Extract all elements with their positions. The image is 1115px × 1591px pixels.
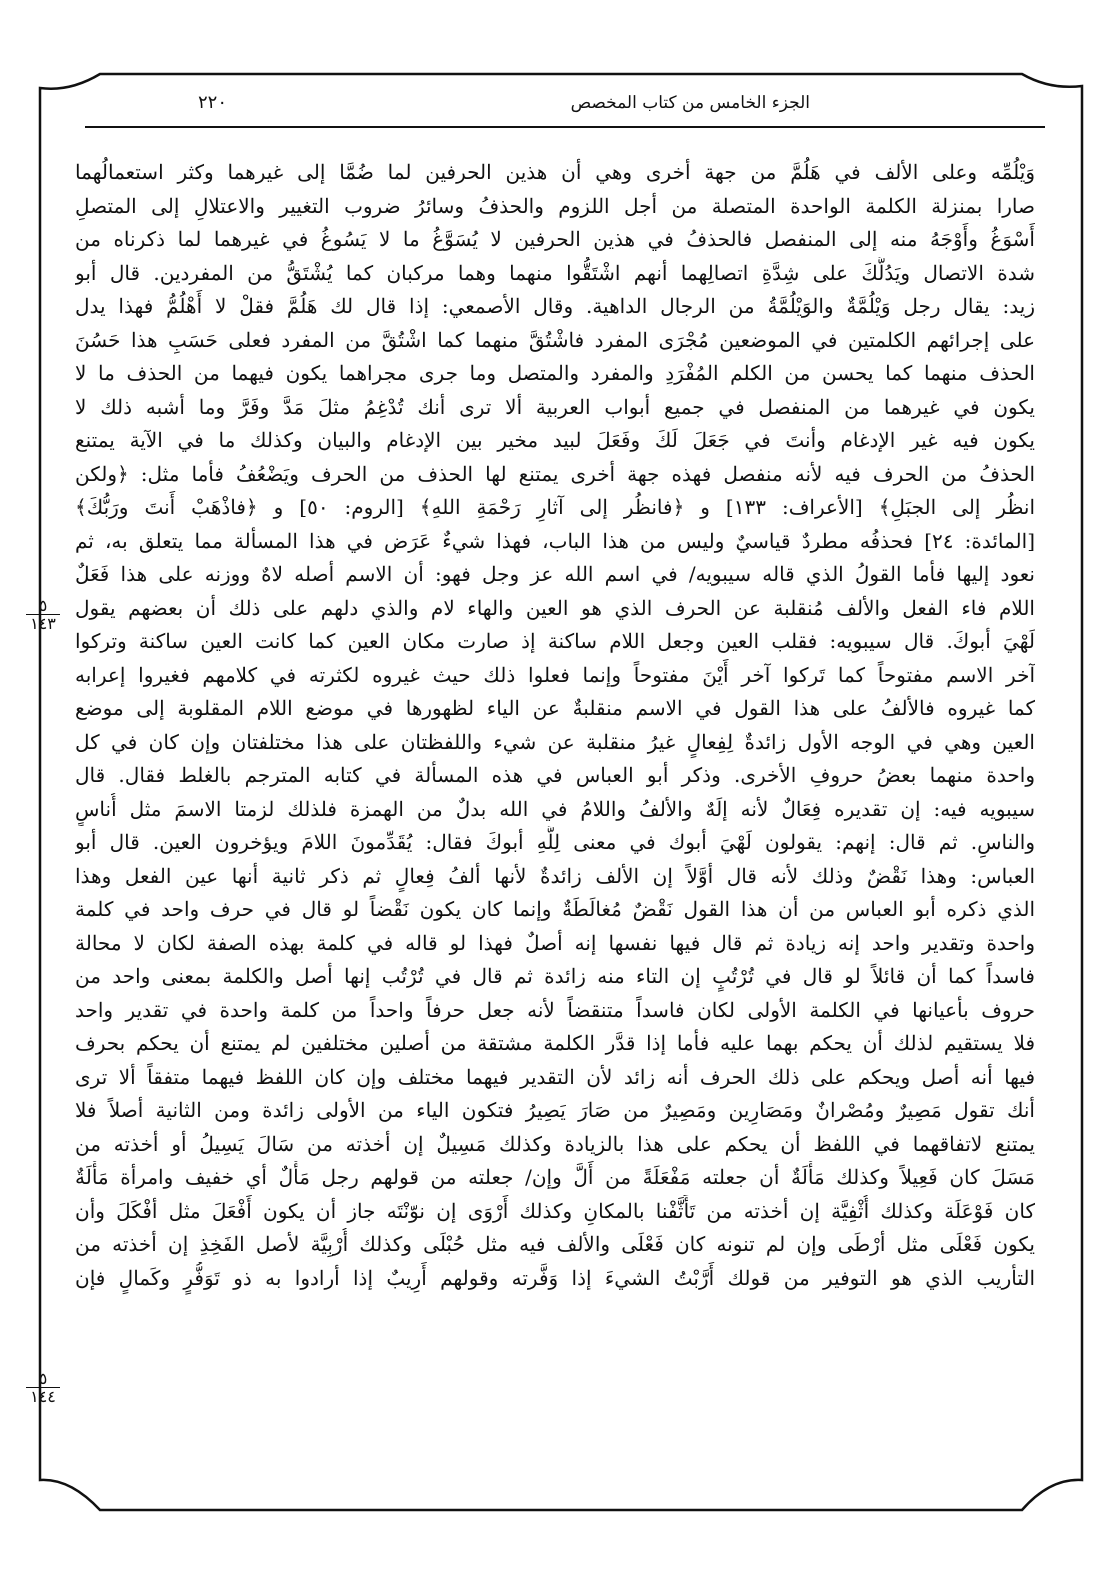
text-line: فاسداً كما أن قائلاً لو قال في تُرْتُبٍ إن التاء منه زائدة ثم قال في تُرْتُب إنها أصل والكلمة بمعنى واحد من (75, 964, 1035, 988)
text-line: أنك تقول مَصِيرٌ ومُصْرانٌ ومَصَارِين ومَصِيرٌ من صَارَ يَصِيرُ فتكون الياء من الأولى زائدة ومن الثانية أصلاً فلا (75, 1098, 1035, 1122)
text-line: مَسَلَ كان فَعِيلاً وكذلك مَأْلَةٌ أن جعلته مَفْعَلَةً من أَلَّ وإن/ جعلته من قولهم رجل مَأْلٌ أي خفيف وامرأة مَأْلَةٌ (75, 1165, 1035, 1189)
margin-note-2-top: ٥ (26, 1370, 60, 1388)
text-line: كان فَوْعَلَة وكذلك أُثْفِيَّة إن أخذته من تَأَثَّفْنا بالمكانِ وكذلك أَرْوَى إن نوّنْتَه جاز أن يكون أَفْعَلَ مثل أفْكَلَ وأن (75, 1198, 1035, 1223)
text-line: الحذفُ من الحرف فيه لأنه منفصل فهذه جهة أخرى يمتنع لها الحذف من الحرف ويَضْعُفُ فأما مثل: ﴿ولكن (75, 461, 1035, 486)
text-line: نعود إليها فأما القولُ الذي قاله سيبويه/ في اسم الله عز وجل فهو: أن الاسم أصله لاهٌ ووزنه على هذا فَعَلٌ (75, 562, 1035, 586)
text-line: أَسْوَغُ وأَوْجَهُ منه إلى المنفصل فالحذفُ في هذين الحرفين لا يُسَوَّغُ ما لا يَسُوغُ في غيرهما لما ذكرناه من (75, 227, 1035, 251)
text-line: انظُر إلى الجبَلِ﴾ [الأعراف: ١٣٣] و ﴿فانظُر إلى آثارِ رَحْمَةِ اللهِ﴾ [الروم: ٥٠] و ﴿فاذْهَبْ أَنتَ ورَبُّكَ﴾ (75, 495, 1035, 519)
text-line: اللام فاء الفعل والألف مُنقلبة عن الحرف الذي هو العين والهاء لام والذي دلهم على ذلك أن بعضهم يقول (75, 595, 1035, 620)
text-line: يكون فيه غير الإدغام وأنتَ في جَعَلَ لَكَ وفَعَلَ لبيد مخير بين الإدغام والبيان وكذلك ما في الآية يمتنع (75, 428, 1035, 452)
text-line: كما غيروه فالألفُ على هذا القول في الاسم منقلبةٌ عن الياء لظهورها في موضع اللام المقلوبة إلى موضع (75, 696, 1035, 720)
text-line: وَيْلُمِّه وعلى الألف في هَلُمَّ من جهة أخرى وهي أن هذين الحرفين لما ضُمَّا إلى غيرهما وكثر استعمالُهما (75, 160, 1035, 184)
text-line: يكون فَعْلَى مثل أرْطَى وإن لم تنونه كان فَعْلَى والألف فيه مثل حُبْلَى وكذلك أُرْبِيَّة لأصل الفَخِذِ إن أخذته من (75, 1232, 1035, 1256)
body-text (75, 156, 1035, 1295)
text-line: العين وهي في الوجه الأول زائدةٌ لِفِعالٍ غيرُ منقلبة عن شيء واللفظتان على هذا مختلفتان وإن كان في كل (75, 729, 1035, 754)
running-header-title: الجزء الخامس من كتاب المخصص (570, 93, 810, 113)
text-line: والناسِ. ثم قال: إنهم: يقولون لَهْيَ أبوك في معنى لِلَّهِ أبوكَ فقال: يُقَدِّمونَ اللامَ ويؤخرون العين. قال أبو (75, 830, 1035, 854)
text-line: الحذف منهما كما يحسن من الكلم المُفْرَدِ والمفرد والمتصل وما جرى مجراهما يكون فيهما من الحذف ما لا (75, 361, 1035, 385)
text-line: لَهْيَ أبوكَ. قال سيبويه: فقلب العين وجعل اللام ساكنة إذ صارت مكان العين كما كانت العين ساكنة وتركوا (75, 629, 1035, 653)
text-line: الذي ذكره أبو العباس من أن هذا القول نَقْضٌ مُغالَطَةٌ وإنما كان يكون نَقْضاً لو قال في حرف واحد في كلمة (75, 897, 1035, 921)
text-line: يمتنع لاتفاقهما في اللفظ أن يحكم على هذا بالزيادة وكذلك مَسِيلٌ إن أخذته من سَالَ يَسِيلُ أو أخذته من (75, 1131, 1035, 1156)
text-line: صارا بمنزلة الكلمة الواحدة المتصلة من أجل اللزوم والحذفُ وسائرُ ضروب التغيير والاعتلالِ إلى المتصلِ (75, 193, 1035, 218)
text-line: واحدة وتقدير واحد إنه زيادة ثم قال فيها نفسها إنه أصلٌ فهذا لو قاله في كلمة بهذه الصفة لكان لا محالة (75, 930, 1035, 955)
text-line: شدة الاتصال ويَدُلُّكَ على شِدَّةِ اتصالِهما أنهم اشْتَقُّوا منهما وهما مركبان كما يُشْتَقُّ من المفردين. قال أبو (75, 260, 1035, 285)
header-rule (85, 126, 1045, 128)
text-line: آخر الاسم مفتوحاً كما تَركوا آخر أَيْنَ مفتوحاً وإنما فعلوا ذلك حيث غيروه لكثرته في كلامهم فغيروا إعرابه (75, 662, 1035, 687)
text-line: فيها أنه أصل ويحكم على ذلك الحرف أنه زائد لأن التقدير فيهما مختلف وإن كان اللفظ فيهما متفقاً ألا ترى (75, 1064, 1035, 1089)
margin-note-1-top: ٥ (26, 597, 60, 615)
page-number: ٢٢٠ (198, 92, 228, 113)
text-line: [المائدة: ٢٤] فحذفُه مطردٌ قياسيٌ وليس من هذا الباب، فهذا شيءٌ عَرَض في هذا المسألة مما يتعلق به، ثم (75, 528, 1035, 553)
text-line: واحدة منهما بعضُ حروفِ الأخرى. وذكر أبو العباس في هذه المسألة في كتابه المترجم بالغلط فقال. قال (75, 763, 1035, 787)
text-line: حروف بأعيانها في الكلمة الأولى لكان فاسداً متنقضاً لأنه جعل حرفاً واحداً من كلمة واحدة في تقدير واحد (75, 997, 1035, 1022)
margin-note-2-bottom: ١٤٤ (30, 1387, 56, 1406)
text-line: يكون في غيرهما من المنفصل في جميع أبواب العربية ألا ترى أنك تُدْغِمُ مثلَ مَدَّ وفَرَّ وما أشبه ذلك لا (75, 394, 1035, 419)
margin-note-1 (26, 597, 60, 632)
text-line: على إجرائهم الكلمتين في الموضعين مُجْرَى المفرد فاشْتُقَّ منهما كما اشْتُقَّ من المفرد فعلى حَسَبِ هذا حَسُنَ (75, 327, 1035, 352)
text-line: زيد: يقال رجل وَيْلُمَّةٌ والوَيْلُمَّةُ من الرجال الداهية. وقال الأصمعي: إذا قال لك هَلُمَّ فقلْ لا أَهْلُمُّ فهذا يدل (75, 294, 1035, 318)
margin-note-1-bottom: ١٤٣ (30, 614, 56, 633)
text-line: التأريب الذي هو التوفير من قولك أَرَّبْتُ الشيءَ إذا وَفَّرته وقولهم أَرِيبٌ إذا أرادوا به ذو تَوَفُّرٍ وكَمالٍ فإن (75, 1265, 1035, 1290)
text-line: سيبويه فيه: إن تقديره فِعَالٌ لأنه إلَهٌ والألفُ واللامُ في الله بدلٌ من الهمزة فلذلك لزمتا الاسمَ مثل أُناسٍ (75, 796, 1035, 821)
text-line: فلا يستقيم لذلك أن يحكم بهما عليه فأما إذا قدَّر الكلمة مشتقة من أصلين مختلفين لم يمتنع أن يحكم بحرف (75, 1031, 1035, 1055)
margin-note-2 (26, 1370, 60, 1405)
text-line: العباس: وهذا نَقْضٌ وذلك لأنه قال أوَّلاً إن الألف زائدةٌ لأنها ألفُ فِعالٍ ثم ذكر ثانية أنها عين الفعل وهذا (75, 863, 1035, 888)
